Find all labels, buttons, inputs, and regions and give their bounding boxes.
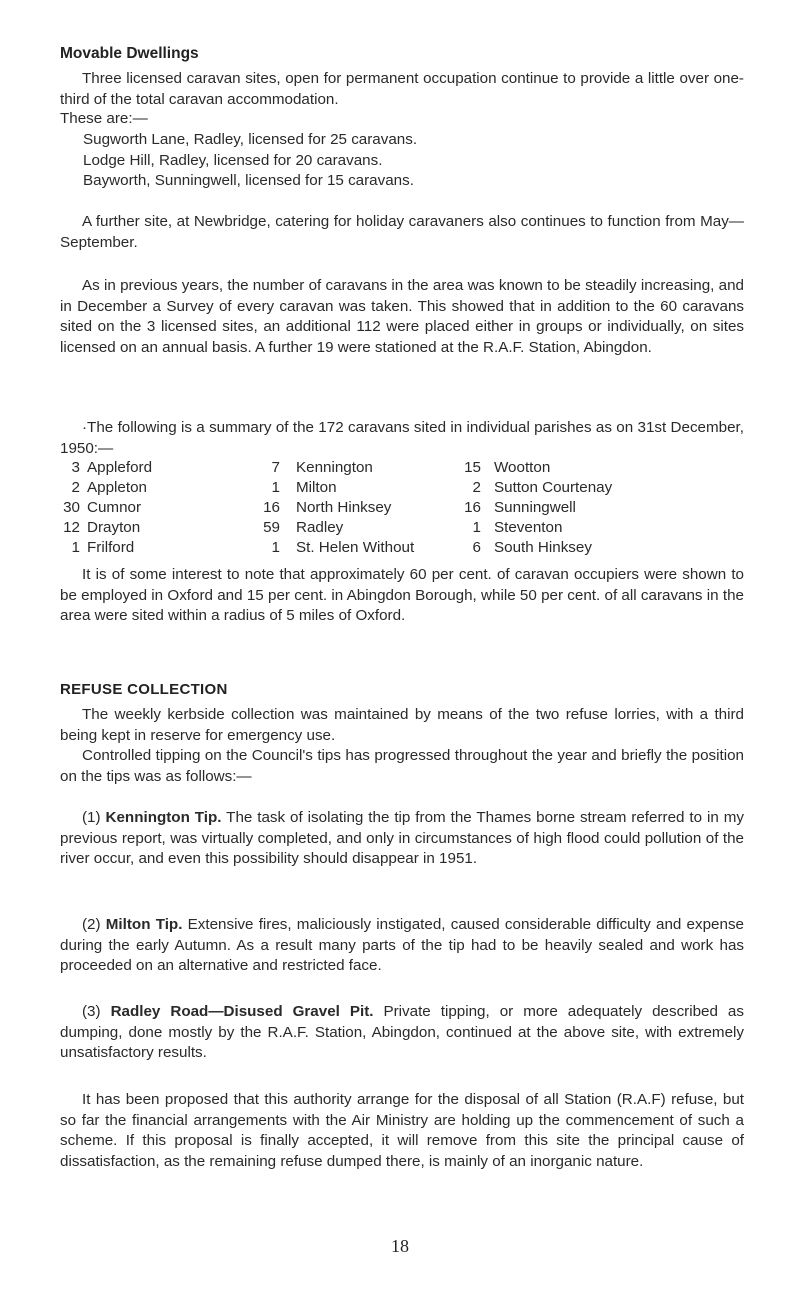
- tip-paragraph-milton: [60, 915, 744, 977]
- parish-count: 2: [472, 479, 481, 496]
- table-row: [60, 479, 760, 499]
- parish-name: Cumnor: [87, 499, 142, 516]
- parish-name: Sutton Courtenay: [494, 479, 613, 496]
- table-row: [60, 459, 760, 479]
- parish-summary-table: [60, 459, 760, 559]
- parish-count: 12: [63, 519, 80, 536]
- parish-name: Appleford: [87, 459, 153, 476]
- further-site-paragraph: A further site, at Newbridge, catering for holiday caravaners also continues to function from May—September.: [60, 213, 744, 251]
- tip-text: Extensive fires, maliciously instigated, caused considerable difficulty and expense during the early Autumn. As a result many parts of the tip had to be heavily sealed and work has proceeded on an alternative and restricted face.: [60, 916, 744, 974]
- tip-text: The task of isolating the tip from the Thames borne stream referred to in my previous report, was virtually completed, and only in circumstances of high flood could pollution of the river occur, and even this possibility should disappear in 1951.: [60, 809, 744, 867]
- parish-name: Steventon: [494, 519, 563, 536]
- section-heading-refuse-collection: REFUSE COLLECTION: [60, 681, 228, 698]
- site-item: Bayworth, Sunningwell, licensed for 15 caravans.: [83, 172, 414, 189]
- section-heading-movable-dwellings: Movable Dwellings: [60, 45, 199, 62]
- parish-count: 1: [271, 479, 280, 496]
- site-item: Sugworth Lane, Radley, licensed for 25 caravans.: [83, 131, 418, 148]
- parish-name: St. Helen Without: [296, 539, 415, 556]
- table-row: [60, 539, 760, 559]
- tip-text: Private tipping, or more adequately described as dumping, done mostly by the R.A.F. Station, Abingdon, continued at the above site, with extremely unsatisfactory results.: [60, 1003, 744, 1061]
- tip-paragraph-kennington: [60, 808, 744, 870]
- table-row: [60, 519, 760, 539]
- parish-count: 16: [263, 499, 280, 516]
- licensed-sites-list: [83, 130, 417, 192]
- parish-name: Kennington: [296, 459, 373, 476]
- tip-name: Milton Tip.: [105, 916, 183, 933]
- parish-name: North Hinksey: [296, 499, 392, 516]
- parish-name: Sunningwell: [494, 499, 576, 516]
- parish-count: 2: [71, 479, 80, 496]
- parish-name: South Hinksey: [494, 539, 592, 556]
- parish-name: Appleton: [87, 479, 147, 496]
- parish-name: Wootton: [494, 459, 551, 476]
- parish-count: 1: [71, 539, 80, 556]
- parish-count: 1: [472, 519, 481, 536]
- parish-name: Frilford: [87, 539, 135, 556]
- page-number: 18: [391, 1236, 409, 1256]
- tip-number: (1): [82, 809, 101, 826]
- table-row: [60, 499, 760, 519]
- parish-name: Milton: [296, 479, 337, 496]
- tip-number: (2): [82, 916, 101, 933]
- tip-number: (3): [82, 1003, 101, 1020]
- tip-name: Kennington Tip.: [105, 809, 222, 826]
- survey-paragraph: As in previous years, the number of caravans in the area was known to be steadily increasing, and in December a Survey of every caravan was taken. This showed that in addition to the 60 caravans sited on the 3 licensed sites, an additional 112 were placed either in groups or individually, on sites licensed on an annual basis. A further 19 were stationed at the R.A.F. Station, Abingdon.: [60, 277, 744, 356]
- refuse-paragraph-2: Controlled tipping on the Council's tips has progressed throughout the year and briefly the position on the tips was as follows:—: [60, 747, 744, 785]
- proposal-paragraph: It has been proposed that this authority arrange for the disposal of all Station (R.A.F) refuse, but so far the financial arrangements with the Air Ministry are holding up the commencement of such a scheme. If this proposal is finally accepted, it will remove from this site the principal cause of dissatisfaction, as the remaining refuse dumped there, is mainly of an inorganic nature.: [60, 1091, 744, 1170]
- parish-name: Radley: [296, 519, 344, 536]
- parish-count: 6: [472, 539, 481, 556]
- tip-name: Radley Road—Disused Gravel Pit.: [110, 1003, 374, 1020]
- parish-count: 30: [63, 499, 80, 516]
- parish-name: Drayton: [87, 519, 141, 536]
- tip-paragraph-radley-road: [60, 1002, 744, 1064]
- these-are-line: These are:—: [60, 110, 148, 127]
- parish-count: 59: [263, 519, 280, 536]
- interest-paragraph: It is of some interest to note that approximately 60 per cent. of caravan occupiers were shown to be employed in Oxford and 15 per cent. in Abingdon Borough, while 50 per cent. of all caravans in the area were sited within a radius of 5 miles of Oxford.: [60, 566, 744, 624]
- site-item: Lodge Hill, Radley, licensed for 20 caravans.: [83, 151, 383, 169]
- parish-count: 16: [464, 499, 481, 516]
- parish-count: 15: [464, 459, 481, 476]
- refuse-paragraph-1: The weekly kerbside collection was maintained by means of the two refuse lorries, with a third being kept in reserve for emergency use.: [60, 706, 744, 744]
- parish-count: 1: [271, 539, 280, 556]
- parish-count: 3: [71, 459, 80, 476]
- intro-paragraph: Three licensed caravan sites, open for permanent occupation continue to provide a little over one-third of the total caravan accommodation.: [60, 70, 744, 108]
- parish-count: 7: [271, 459, 280, 476]
- summary-intro-paragraph: ·The following is a summary of the 172 caravans sited in individual parishes as on 31st December, 1950:—: [60, 419, 744, 457]
